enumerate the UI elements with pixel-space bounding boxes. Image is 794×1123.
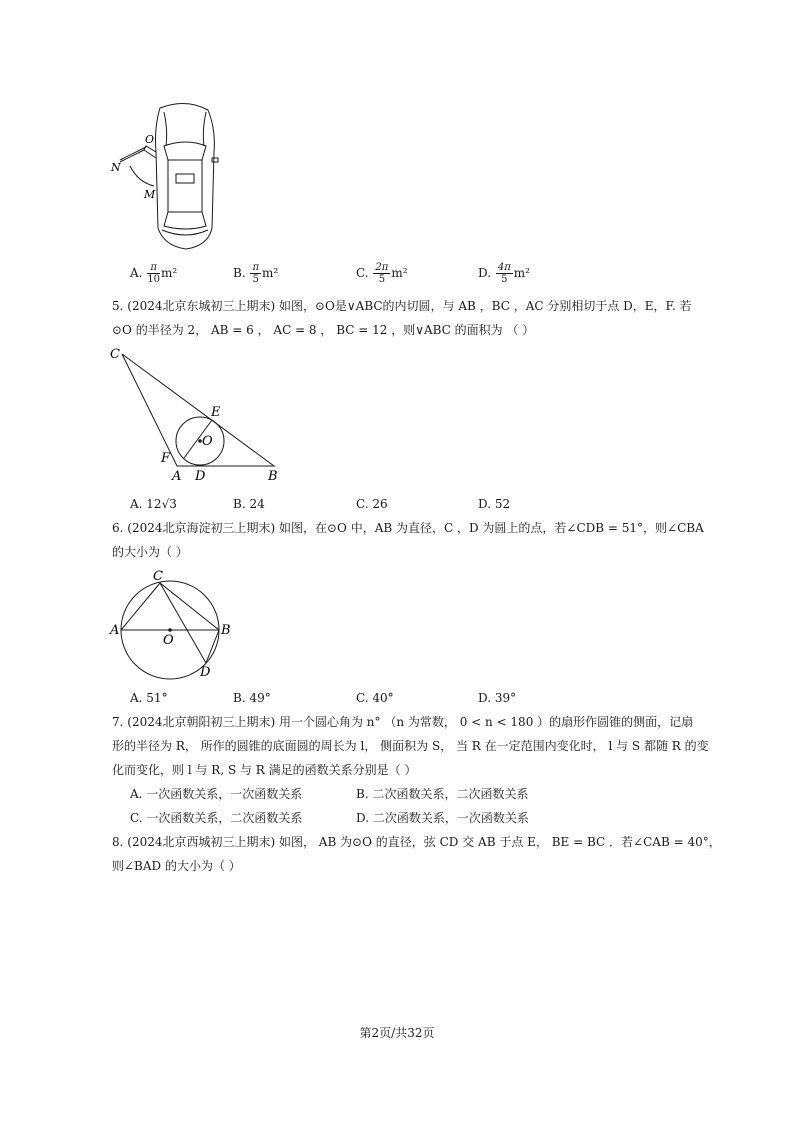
- q5-option-b: B. 24: [233, 497, 265, 511]
- q7-option-d: D. 二次函数关系，一次函数关系: [356, 811, 529, 825]
- q6-option-a: A. 51°: [130, 691, 168, 705]
- q6-label-b: B: [221, 623, 231, 638]
- q4-option-c: C. $\frac{2\pi}{5}$ m²: [356, 262, 408, 285]
- q6-label-c: C: [153, 569, 163, 584]
- q6-option-c: C. 40°: [356, 691, 394, 705]
- q5-label-a: A: [172, 469, 182, 484]
- q6-stem-line1: 6. (2024北京海淀初三上期末) 如图，在⊙O 中，AB 为直径，C ，D 为圆上的点，若∠CDB = 51°，则∠CBA: [112, 521, 704, 535]
- q5-stem-line1: 5. (2024北京东城初三上期末) 如图，⊙O是∨ABC的内切圆，与 AB ，BC ，AC 分别相切于点 D，E，F. 若: [112, 299, 692, 313]
- q6-option-d: D. 39°: [478, 691, 517, 705]
- q5-option-a: A. 12√3: [130, 497, 177, 511]
- q6-option-b: B. 49°: [233, 691, 271, 705]
- car-body: [156, 103, 215, 249]
- q5-option-d: D. 52: [478, 497, 511, 511]
- q8-stem-line1: 8. (2024北京西城初三上期末) 如图， AB 为⊙O 的直径，弦 CD 交 AB 于点 E， BE = BC ．若∠CAB = 40°，: [112, 835, 721, 849]
- q7-option-a: A. 一次函数关系，一次函数关系: [130, 787, 303, 801]
- q7-stem-line1: 7. (2024北京朝阳初三上期末) 用一个圆心角为 n° （n 为常数， 0 < n < 180 ）的扇形作圆锥的侧面，记扇: [112, 715, 694, 729]
- q4-label-n: N: [111, 161, 121, 174]
- q6-stem-line2: 的大小为（ ）: [112, 545, 188, 559]
- q6-label-d: D: [200, 665, 211, 680]
- q6-label-a: A: [110, 623, 120, 638]
- q5-label-o: O: [202, 434, 213, 449]
- q5-label-f: F: [161, 451, 171, 466]
- q7-option-c: C. 一次函数关系，二次函数关系: [130, 811, 303, 825]
- q4-option-b: B. $\frac{\pi}{5}$ m²: [233, 262, 279, 285]
- q5-label-d: D: [195, 469, 206, 484]
- q7-stem-line2: 形的半径为 R， 所作的圆锥的底面圆的周长为 l， 侧面积为 S， 当 R 在一定范围内变化时， l 与 S 都随 R 的变: [112, 739, 709, 753]
- q6-circle-figure: [108, 566, 238, 680]
- q5-label-b: B: [268, 469, 278, 484]
- q5-stem-line2: ⊙O 的半径为 2， AB = 6 ， AC = 8 ， BC = 12 ，则∨ABC 的面积为 （ ）: [112, 323, 535, 337]
- q4-label-m: M: [144, 188, 156, 201]
- q5-label-c: C: [110, 347, 120, 362]
- q8-stem-line2: 则∠BAD 的大小为（ ）: [112, 859, 241, 873]
- q4-option-a: A. $\frac{\pi}{10}$ m²: [130, 262, 178, 285]
- q4-label-o: O: [145, 133, 155, 146]
- q4-option-d: D. $\frac{4\pi}{5}$ m²: [478, 262, 530, 285]
- q7-option-b: B. 二次函数关系，二次函数关系: [356, 787, 529, 801]
- q5-label-e: E: [211, 405, 221, 420]
- q4-car-figure: [108, 100, 230, 252]
- q6-label-o: O: [163, 633, 174, 648]
- q5-option-c: C. 26: [356, 497, 388, 511]
- q7-stem-line3: 化而变化，则 l 与 R, S 与 R 满足的函数关系分别是（ ）: [112, 763, 417, 777]
- page-footer: 第2页/共32页: [359, 1026, 435, 1040]
- q5-triangle-figure: [108, 344, 288, 484]
